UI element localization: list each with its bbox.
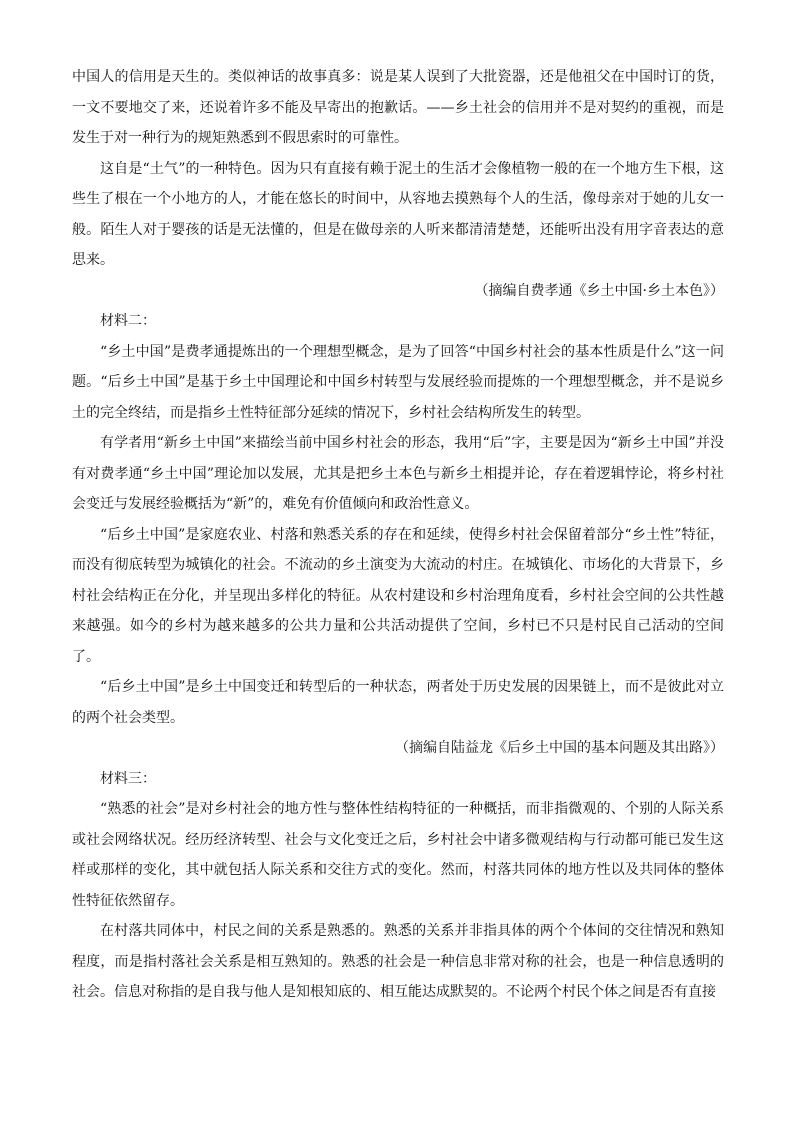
paragraph-8: 在村落共同体中，村民之间的关系是熟悉的。熟悉的关系并非指具体的两个个体间的交往情况和熟知程度，而是指村落社会关系是相互熟知的。熟悉的社会是一种信息非常对称的社会，也是一种信息透明的社会。信息对称指的是自我与他人是知根知底的、相互能达成默契的。不论两个村民个体之间是否有直接 xyxy=(72,923,724,1000)
paragraph-1: 中国人的信用是天生的。类似神话的故事真多：说是某人误到了大批瓷器，还是他祖父在中国时订的货，一文不要地交了来，还说着许多不能及早寄出的抱歉话。——乡土社会的信用并不是对契约的重视，而是发生于对一种行为的规矩熟悉到不假思索时的可靠性。 xyxy=(72,69,724,146)
source-citation-1: （摘编自费孝通《乡土中国·乡土本色》） xyxy=(474,282,724,299)
paragraph-4: 有学者用“新乡土中国”来描绘当前中国乡村社会的形态，我用“后”字，主要是因为“新乡土中国”并没有对费孝通“乡土中国”理论加以发展，尤其是把乡土本色与新乡土相提并论，存在着逻辑悖论，将乡村社会变迁与发展经验概括为“新”的，难免有价值倾向和政治性意义。 xyxy=(72,435,724,512)
paragraph-7: “熟悉的社会”是对乡村社会的地方性与整体性结构特征的一种概括，而非指微观的、个别的人际关系或社会网络状况。经历经济转型、社会与文化变迁之后，乡村社会中诸多微观结构与行动都可能已发生这样或那样的变化，其中就包括人际关系和交往方式的变化。然而，村落共同体的地方性以及共同体的整体性特征依然留存。 xyxy=(72,801,724,909)
source-citation-2: （摘编自陆益龙《后乡土中国的基本问题及其出路》） xyxy=(395,740,724,756)
paragraph-2: 这自是“土气”的一种特色。因为只有直接有赖于泥土的生活才会像植物一般的在一个地方生下根，这些生了根在一个小地方的人，才能在悠长的时间中，从容地去摸熟每个人的生活，像母亲对于她的儿女一般。陌生人对于婴孩的话是无法懂的，但是在做母亲的人听来都清清楚楚，还能听出没有用字音表达的意思来。 xyxy=(72,160,724,268)
paragraph-5: “后乡土中国”是家庭农业、村落和熟悉关系的存在和延续，使得乡村社会保留着部分“乡土性”特征，而没有彻底转型为城镇化的社会。不流动的乡土演变为大流动的村庄。在城镇化、市场化的大背景下，乡村社会结构正在分化，并呈现出多样化的特征。从农村建设和乡村治理角度看，乡村社会空间的公共性越来越强。如今的乡村为越来越多的公共力量和公共活动提供了空间，乡村已不只是村民自己活动的空间了。 xyxy=(72,526,724,665)
material-3-heading: 材料三： xyxy=(100,770,156,787)
material-2-heading: 材料二： xyxy=(100,313,156,329)
paragraph-3: “乡土中国”是费孝通提炼出的一个理想型概念，是为了回答“中国乡村社会的基本性质是什么”这一问题。“后乡土中国”是基于乡土中国理论和中国乡村转型与发展经验而提炼的一个理想型概念，并不是说乡土的完全终结，而是指乡土性特征部分延续的情况下，乡村社会结构所发生的转型。 xyxy=(72,343,724,421)
paragraph-6: “后乡土中国”是乡土中国变迁和转型后的一种状态，两者处于历史发展的因果链上，而不是彼此对立的两个社会类型。 xyxy=(72,679,724,726)
document-page xyxy=(72,62,724,1008)
